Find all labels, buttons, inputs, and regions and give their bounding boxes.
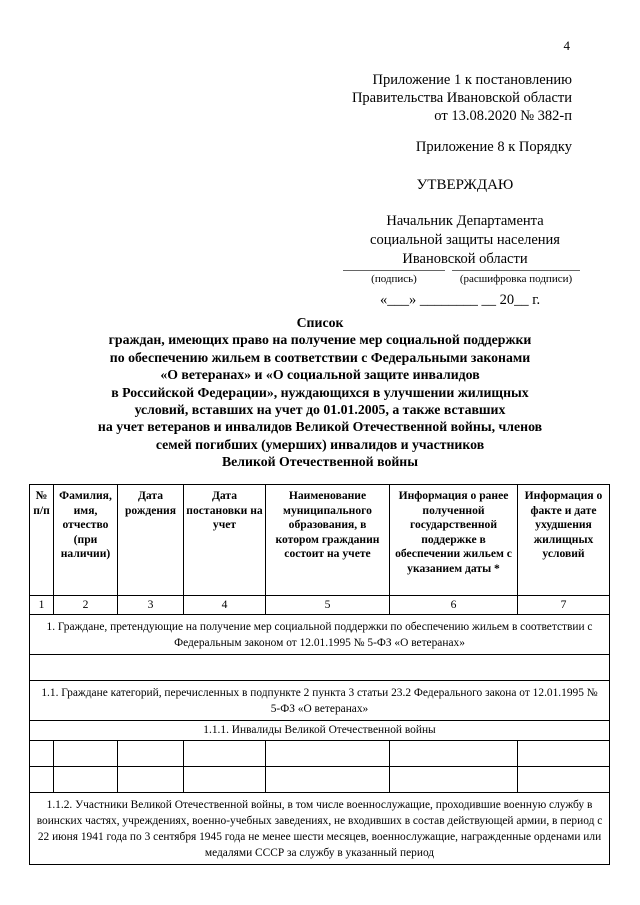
section-1-1-1-label: 1.1.1. Инвалиды Великой Отечественной войны xyxy=(30,721,610,741)
header-worsening-info: Информация о факте и дате ухудшения жилищных условий xyxy=(518,485,610,596)
title-line: Великой Отечественной войны xyxy=(221,454,419,470)
empty-cell xyxy=(30,655,610,681)
column-number: 1 xyxy=(30,596,54,615)
empty-cell xyxy=(118,741,184,767)
empty-cell xyxy=(518,741,610,767)
empty-cell xyxy=(118,767,184,793)
header-registration-date: Дата постановки на учет xyxy=(184,485,266,596)
empty-cell xyxy=(390,767,518,793)
appendix-header xyxy=(352,71,572,125)
empty-cell xyxy=(184,767,266,793)
empty-cell xyxy=(266,767,390,793)
title-line: граждан, имеющих право на получение мер социальной поддержки xyxy=(108,332,532,348)
section-1-1-label: 1.1. Граждане категорий, перечисленных в подпункте 2 пункта 3 статьи 23.2 Федерального закона от 12.01.1995 № 5-ФЗ «О ветеранах» xyxy=(30,681,610,721)
table-row xyxy=(30,767,610,793)
table-header-row xyxy=(30,485,610,596)
section-row xyxy=(30,615,610,655)
empty-cell xyxy=(30,741,54,767)
header-full-name: Фамилия, имя, отчество (при наличии) xyxy=(54,485,118,596)
header-previous-support: Информация о ранее полученной государственной поддержке в обеспечении жильем с указанием даты * xyxy=(390,485,518,596)
empty-cell xyxy=(266,741,390,767)
section-row xyxy=(30,793,610,865)
title-line: по обеспечению жильем в соответствии с Федеральными законами xyxy=(109,349,531,365)
appendix-line: Приложение 1 к постановлению xyxy=(372,72,572,88)
empty-cell xyxy=(390,741,518,767)
column-number: 2 xyxy=(54,596,118,615)
header-municipality: Наименование муниципального образования, в котором гражданин состоит на учете xyxy=(266,485,390,596)
column-number: 7 xyxy=(518,596,610,615)
title-line: «О ветеранах» и «О социальной защите инвалидов xyxy=(160,367,480,383)
title-line: в Российской Федерации», нуждающихся в улучшении жилищных xyxy=(111,384,529,400)
column-number-row xyxy=(30,596,610,615)
column-number: 5 xyxy=(266,596,390,615)
title-line: условий, вставших на учет до 01.01.2005, а также вставших xyxy=(134,402,506,418)
header-number: № п/п xyxy=(30,485,54,596)
decoding-line xyxy=(452,270,580,271)
section-1-label: 1. Граждане, претендующие на получение мер социальной поддержки по обеспечению жильем в соответствии с Федеральным законом от 12.01.1995 № 5-ФЗ «О ветеранах» xyxy=(30,615,610,655)
empty-cell xyxy=(54,767,118,793)
appendix-line: Правительства Ивановской области xyxy=(351,90,572,106)
citizens-list-table xyxy=(29,484,610,865)
approval-date: «___» ________ __ 20__ г. xyxy=(380,292,541,308)
title-line: на учет ветеранов и инвалидов Великой Отечественной войны, членов xyxy=(97,419,543,435)
section-row xyxy=(30,721,610,741)
document-title xyxy=(60,314,580,471)
empty-cell xyxy=(30,767,54,793)
section-row xyxy=(30,681,610,721)
position-line: Ивановской области xyxy=(402,251,528,267)
empty-cell xyxy=(518,767,610,793)
column-number: 6 xyxy=(390,596,518,615)
column-number: 4 xyxy=(184,596,266,615)
appendix-line: от 13.08.2020 № 382-п xyxy=(434,108,572,124)
empty-cell xyxy=(54,741,118,767)
section-1-1-2-label: 1.1.2. Участники Великой Отечественной войны, в том числе военнослужащие, проходившие военную службу в воинских частях, учреждениях, военно-учебных заведениях, не входивших в состав действующей армии, в период с 22 июня 1941 года по 3 сентября 1945 года не менее шести месяцев, военнослужащие, награжденные орденами или медалями СССР за службу в указанный период xyxy=(30,793,610,865)
signature-line xyxy=(343,270,445,271)
signature-label: (подпись) xyxy=(371,273,417,285)
empty-cell xyxy=(184,741,266,767)
title-line: семей погибших (умерших) инвалидов и участников xyxy=(155,436,485,452)
approve-label: УТВЕРЖДАЮ xyxy=(416,177,514,193)
position-line: социальной защиты населения xyxy=(370,232,560,248)
header-birth-date: Дата рождения xyxy=(118,485,184,596)
approver-position xyxy=(345,212,585,269)
title-line: Список xyxy=(296,315,344,330)
column-number: 3 xyxy=(118,596,184,615)
empty-row xyxy=(30,655,610,681)
page-number: 4 xyxy=(563,38,570,53)
decoding-label: (расшифровка подписи) xyxy=(459,273,573,285)
table-row xyxy=(30,741,610,767)
appendix-order: Приложение 8 к Порядку xyxy=(415,139,572,155)
position-line: Начальник Департамента xyxy=(386,213,544,229)
